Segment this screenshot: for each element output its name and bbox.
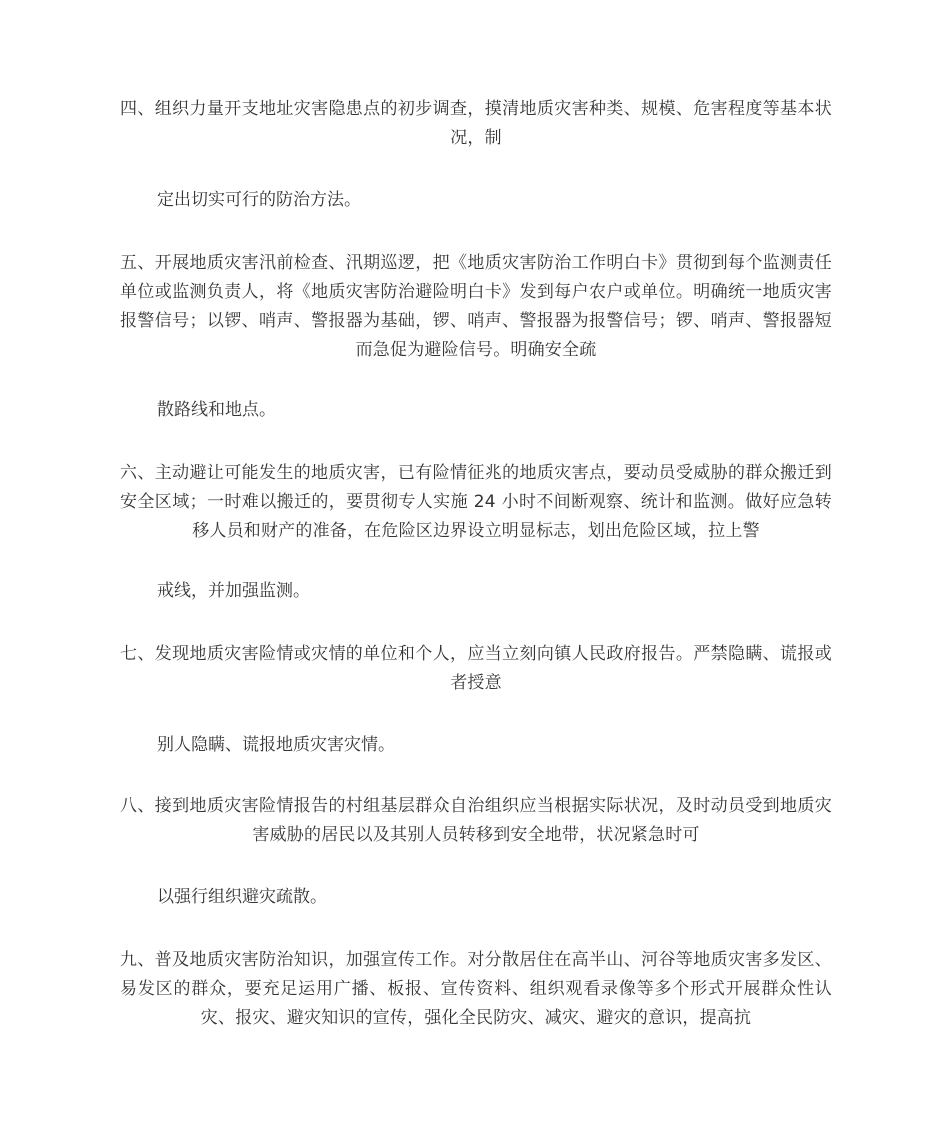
paragraph-5-continuation: 散路线和地点。 bbox=[157, 400, 276, 420]
paragraph-4-continuation: 定出切实可行的防治方法。 bbox=[157, 190, 361, 210]
paragraph-8-continuation: 以强行组织避灾疏散。 bbox=[157, 887, 327, 907]
paragraph-8: 八、接到地质灾害险情报告的村组基层群众自治组织应当根据实际状况，及时动员受到地质灾害威胁的居民以及其别人员转移到安全地带，状况紧急时可 bbox=[120, 796, 832, 845]
paragraph-6-continuation: 戒线，并加强监测。 bbox=[157, 581, 310, 601]
paragraph-7: 七、发现地质灾害险情或灾情的单位和个人，应当立刻向镇人民政府报告。严禁隐瞒、谎报或者授意 bbox=[120, 644, 832, 693]
paragraph-6: 六、主动避让可能发生的地质灾害，已有险情征兆的地质灾害点，要动员受威胁的群众搬迁到安全区域；一时难以搬迁的，要贯彻专人实施 24 小时不间断观察、统计和监测。做好应急转移人员和财产的准备，在危险区边界设立明显标志，划出危险区域，拉上警 bbox=[120, 463, 832, 541]
paragraph-9: 九、普及地质灾害防治知识，加强宣传工作。对分散居住在高半山、河谷等地质灾害多发区、易发区的群众，要充足运用广播、板报、宣传资料、组织观看录像等多个形式开展群众性认灾、报灾、避灾知识的宣传，强化全民防灾、减灾、避灾的意识，提高抗 bbox=[120, 950, 832, 1028]
paragraph-5: 五、开展地质灾害汛前检查、汛期巡逻，把《地质灾害防治工作明白卡》贯彻到每个监测责任单位或监测负责人，将《地质灾害防治避险明白卡》发到每户农户或单位。明确统一地质灾害报警信号；以锣、哨声、警报器为基础，锣、哨声、警报器为报警信号；锣、哨声、警报器短而急促为避险信号。明确安全疏 bbox=[120, 253, 832, 360]
paragraph-4: 四、组织力量开支地址灾害隐患点的初步调查，摸清地质灾害种类、规模、危害程度等基本状况，制 bbox=[120, 99, 832, 148]
paragraph-7-continuation: 别人隐瞒、谎报地质灾害灾情。 bbox=[157, 735, 395, 755]
